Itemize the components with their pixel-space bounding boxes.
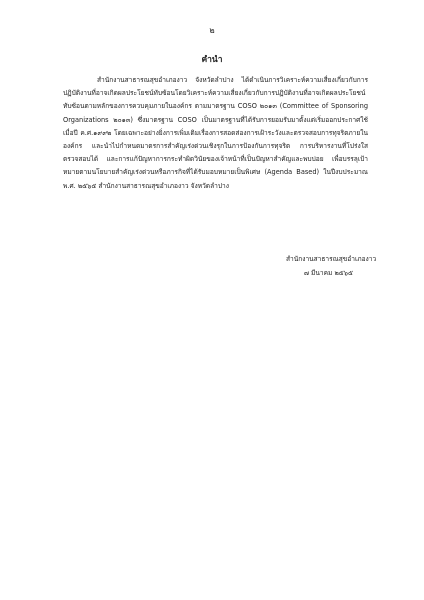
preface-body	[63, 74, 368, 193]
preface-heading: คำนำ	[201, 55, 223, 65]
signature-date: ๗ มีนาคม ๒๕๖๕	[304, 268, 353, 277]
page-number: ๒	[209, 26, 215, 35]
signature-office: สำนักงานสาธารณสุขอำเภองาว	[286, 255, 377, 263]
signature-block	[286, 253, 396, 280]
preface-paragraph: สำนักงานสาธารณสุขอำเภองาว จังหวัดลำปาง ได้ดำเนินการวิเคราะห์ความเสี่ยงเกี่ยวกับการปฏิบัติงานที่อาจเกิดผลประโยชน์ทับซ้อนโดยวิเคราะห์ความเสี่ยงเกี่ยวกับการปฏิบัติงานที่อาจเกิดผลประโยชน์ทับซ้อนตามหลักของการควบคุมภายในองค์กร ตามมาตรฐาน COSO ๒๐๑๓ (Committee of Sponsoring Organizations ๒๐๑๓) ซึ่งมาตรฐาน COSO เป็นมาตรฐานที่ได้รับการยอมรับมาตั้งแต่เริ่มออกประกาศใช้เมื่อปี ค.ศ.๑๙๙๒ โดยเฉพาะอย่างยิ่งการเพิ่มเติมเรื่องการสอดส่องการเฝ้าระวังและตรวจสอบการทุจริตภายในองค์กร และนำไปกำหนดมาตรการสำคัญเร่งด่วนเชิงรุกในการป้องกันการทุจริต การบริหารงานที่โปร่งใส ตรวจสอบได้ และการแก้ปัญหาการกระทำผิดวินัยของเจ้าหน้าที่เป็นปัญหาสำคัญและพบบ่อย เพื่อบรรลุเป้าหมายตามนโยบายสำคัญเร่งด่วนหรือภารกิจที่ได้รับมอบหมายเป็นพิเศษ (Agenda Based) ในปีงบประมาณ พ.ศ. ๒๕๖๕ สำนักงานสาธารณสุขอำเภองาว จังหวัดลำปาง	[63, 76, 368, 190]
